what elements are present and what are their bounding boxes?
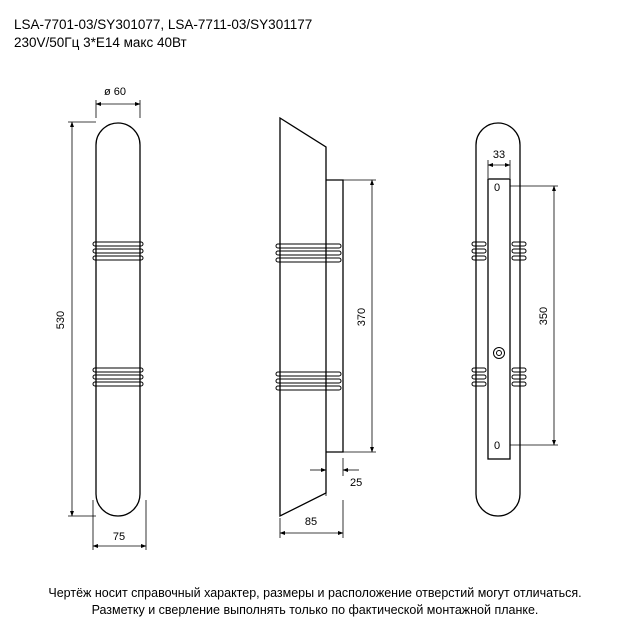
center-screw-icon bbox=[494, 348, 505, 359]
front-ring-lower bbox=[93, 368, 143, 386]
label-plate-width: 33 bbox=[492, 149, 506, 161]
side-view bbox=[276, 118, 343, 516]
back-dimensions bbox=[488, 160, 558, 445]
label-bracket-height: 370 bbox=[356, 307, 368, 327]
label-diameter: ø 60 bbox=[104, 86, 127, 98]
label-total-depth: 85 bbox=[304, 516, 318, 528]
front-ring-upper bbox=[93, 242, 143, 260]
model-title: LSA-7701-03/SY301077, LSA-7711-03/SY301177 bbox=[14, 17, 313, 32]
hole-bottom-marker: 0 bbox=[493, 440, 501, 452]
disclaimer-line-1: Чертёж носит справочный характер, размеры и расположение отверстий могут отличаться. bbox=[48, 586, 582, 600]
side-wall-bracket bbox=[326, 180, 343, 452]
mounting-plate bbox=[488, 179, 510, 459]
front-view bbox=[93, 123, 143, 516]
label-wall-depth: 25 bbox=[350, 477, 363, 489]
back-ring-lower bbox=[472, 368, 526, 386]
label-hole-spacing: 350 bbox=[538, 306, 550, 326]
side-shade-outline bbox=[280, 118, 326, 516]
label-width-front: 75 bbox=[112, 531, 126, 543]
front-body-outline bbox=[96, 123, 140, 516]
back-ring-upper bbox=[472, 242, 526, 260]
hole-top-marker: 0 bbox=[493, 182, 501, 194]
label-height: 530 bbox=[55, 310, 67, 330]
side-ring-lower bbox=[276, 372, 341, 390]
disclaimer-line-2: Разметку и сверление выполнять только по фактической монтажной планке. bbox=[91, 603, 539, 617]
front-dimensions bbox=[68, 100, 146, 550]
side-ring-upper bbox=[276, 244, 341, 262]
electrical-specs: 230V/50Гц 3*E14 макс 40Вт bbox=[14, 35, 187, 50]
